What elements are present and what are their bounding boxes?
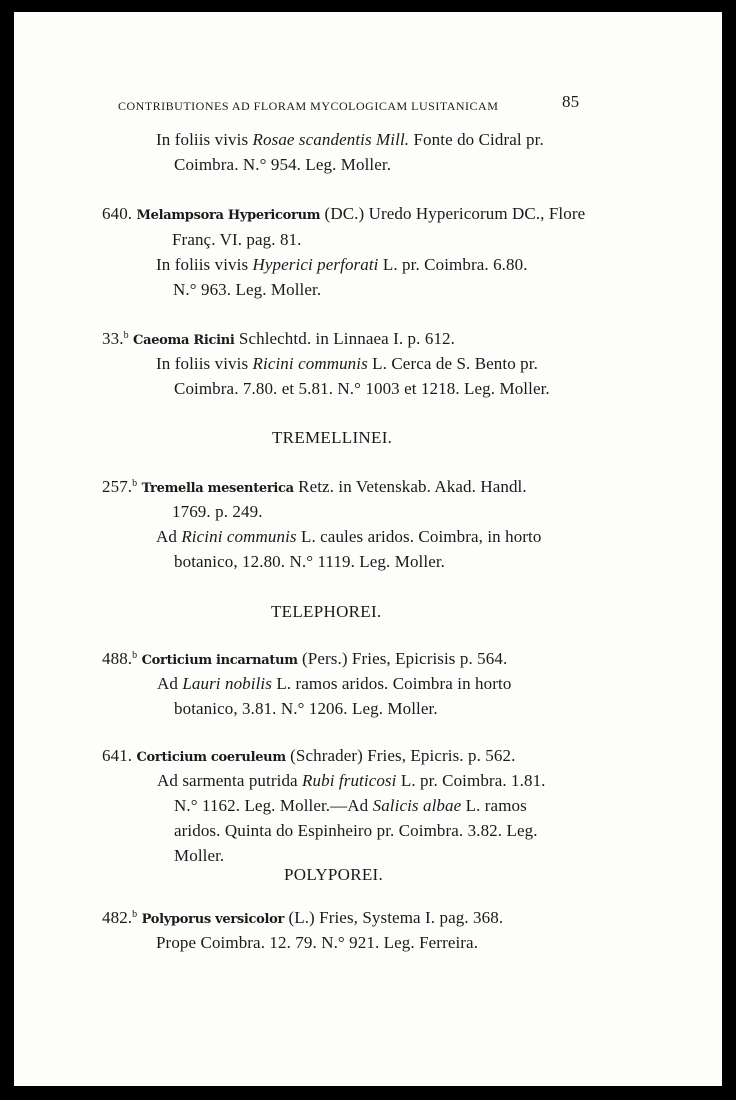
entry-line: 1769. p. 249. <box>172 502 263 521</box>
scan-border-left <box>0 0 14 1100</box>
entry-line: In foliis vivis Hyperici perforati L. pr. Coimbra. 6.80. <box>156 255 528 274</box>
running-title: CONTRIBUTIONES AD FLORAM MYCOLOGICAM LUSITANICAM <box>118 99 499 113</box>
section-title-tremellinei: TREMELLINEI. <box>272 428 393 447</box>
entry-640-heading: 640. Melampsora Hypericorum (DC.) Uredo Hypericorum DC., Flore <box>102 204 586 223</box>
entry-641-heading: 641. Corticium coeruleum (Schrader) Fries, Epicris. p. 562. <box>102 746 516 765</box>
entry-line: Ad Ricini communis L. caules aridos. Coimbra, in horto <box>156 527 542 546</box>
scan-border-bottom <box>0 1086 736 1100</box>
entry-line: Coimbra. N.° 954. Leg. Moller. <box>174 155 392 174</box>
page-number: 85 <box>562 92 580 111</box>
entry-line: Ad Lauri nobilis L. ramos aridos. Coimbra in horto <box>157 674 512 693</box>
scan-border-right <box>722 0 736 1100</box>
entry-line: Ad sarmenta putrida Rubi fruticosi L. pr. Coimbra. 1.81. <box>157 771 546 790</box>
scan-border-top <box>0 0 736 12</box>
entry-line: botanico, 12.80. N.° 1119. Leg. Moller. <box>174 552 446 571</box>
entry-line: botanico, 3.81. N.° 1206. Leg. Moller. <box>174 699 438 718</box>
entry-line: Franç. VI. pag. 81. <box>172 230 302 249</box>
entry-482b-heading: 482.$^b$ Polyporus versicolor (L.) Fries, Systema I. pag. 368. <box>102 908 504 927</box>
section-title-telephorei: TELEPHOREI. <box>271 602 382 621</box>
species-name: Caeoma Ricini <box>133 333 235 348</box>
entry-257b-heading: 257.$^b$ Tremella mesenterica Retz. in Vetenskab. Akad. Handl. <box>102 477 527 496</box>
entry-488b-heading: 488.$^b$ Corticium incarnatum (Pers.) Fries, Epicrisis p. 564. <box>102 649 508 668</box>
species-name: Corticium incarnatum <box>141 653 298 668</box>
species-name: Melampsora Hypericorum <box>136 208 321 223</box>
entry-line: In foliis vivis Ricini communis L. Cerca de S. Bento pr. <box>156 354 538 373</box>
section-title-polyporei: POLYPOREI. <box>284 865 384 884</box>
entry-line: N.° 1162. Leg. Moller.—Ad Salicis albae L. ramos <box>174 796 527 815</box>
document-page <box>14 12 722 1086</box>
species-name: Polyporus versicolor <box>141 912 285 927</box>
entry-33b-heading: 33.$^b$ Caeoma Ricini Schlechtd. in Linnaea I. p. 612. <box>102 329 456 348</box>
entry-line: Moller. <box>174 846 225 865</box>
species-name: Tremella mesenterica <box>141 481 294 496</box>
entry-line: N.° 963. Leg. Moller. <box>173 280 322 299</box>
entry-line: aridos. Quinta do Espinheiro pr. Coimbra. 3.82. Leg. <box>174 821 538 840</box>
entry-line: Coimbra. 7.80. et 5.81. N.° 1003 et 1218. Leg. Moller. <box>174 379 550 398</box>
species-name: Corticium coeruleum <box>136 750 286 765</box>
entry-line: In foliis vivis Rosae scandentis Mill. Fonte do Cidral pr. <box>156 130 544 149</box>
entry-line: Prope Coimbra. 12. 79. N.° 921. Leg. Ferreira. <box>156 933 479 952</box>
